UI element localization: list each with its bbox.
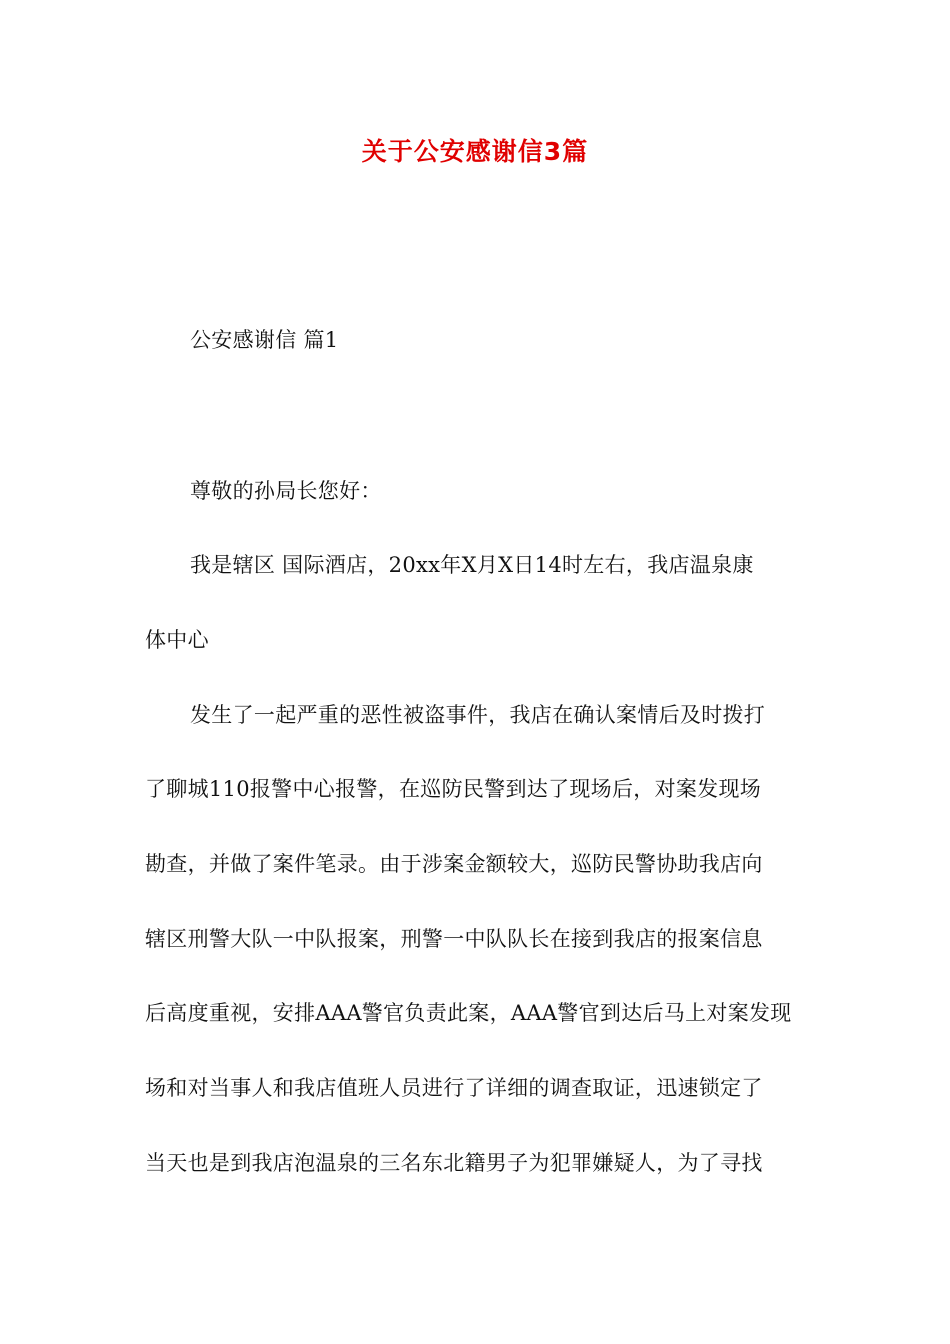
- paragraph-line: 辖区刑警大队一中队报案，刑警一中队队长在接到我店的报案信息: [145, 927, 763, 951]
- document-title: 关于公安感谢信3篇: [361, 137, 589, 166]
- paragraph-line: 我是辖区 国际酒店，20xx年X月X日14时左右，我店温泉康: [190, 553, 754, 577]
- paragraph-line: 场和对当事人和我店值班人员进行了详细的调查取证，迅速锁定了: [145, 1076, 763, 1100]
- paragraph-line: 勘查，并做了案件笔录。由于涉案金额较大，巡防民警协助我店向: [145, 852, 763, 876]
- salutation: 尊敬的孙局长您好：: [190, 479, 382, 503]
- paragraph-line: 后高度重视，安排AAA警官负责此案，AAA警官到达后马上对案发现: [145, 1001, 792, 1025]
- paragraph-line: 体中心: [145, 628, 209, 652]
- section-heading: 公安感谢信 篇1: [190, 328, 339, 352]
- paragraph-line: 发生了一起严重的恶性被盗事件，我店在确认案情后及时拨打: [190, 703, 766, 727]
- paragraph-line: 了聊城110报警中心报警，在巡防民警到达了现场后，对案发现场: [145, 777, 762, 801]
- paragraph-line: 当天也是到我店泡温泉的三名东北籍男子为犯罪嫌疑人，为了寻找: [145, 1151, 763, 1175]
